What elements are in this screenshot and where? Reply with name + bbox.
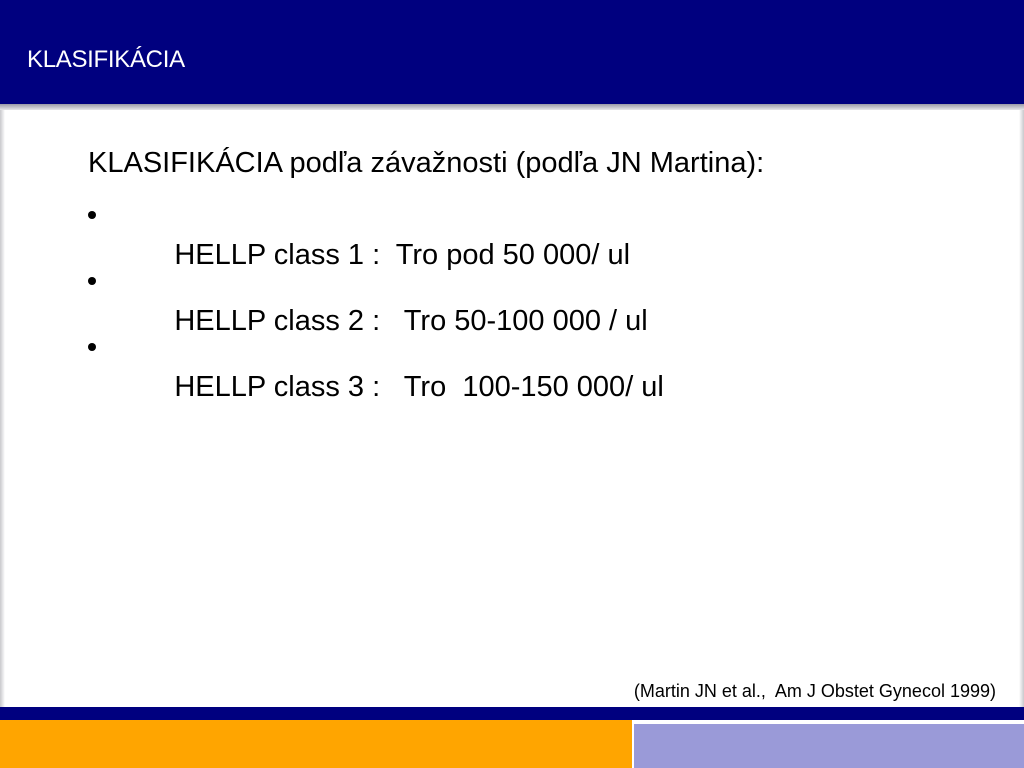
list-item-text: HELLP class 2 : Tro 50-100 000 / ul xyxy=(174,305,648,337)
list-item xyxy=(88,327,988,403)
footer-bar xyxy=(0,707,1024,720)
list-item-text: HELLP class 3 : Tro 100-150 000/ ul xyxy=(174,371,664,403)
classification-heading: KLASIFIKÁCIA podľa závažnosti (podľa JN Martina): xyxy=(88,147,765,179)
bullet-icon xyxy=(88,343,96,351)
classification-list xyxy=(88,195,988,403)
left-edge-shadow xyxy=(0,110,5,707)
list-item xyxy=(88,261,988,337)
header-shadow xyxy=(0,104,1024,110)
slide-body xyxy=(88,143,988,403)
bullet-icon xyxy=(88,211,96,219)
slide-header xyxy=(0,0,1024,104)
right-edge-shadow xyxy=(1019,110,1024,707)
slide-title: KLASIFIKÁCIA xyxy=(27,46,185,73)
footer-orange-block xyxy=(0,720,632,768)
footer-lavender-block xyxy=(634,724,1024,768)
list-item-text: HELLP class 1 : Tro pod 50 000/ ul xyxy=(174,239,631,271)
list-item xyxy=(88,195,988,271)
bullet-icon xyxy=(88,277,96,285)
citation-text: (Martin JN et al., Am J Obstet Gynecol 1999) xyxy=(633,681,996,701)
